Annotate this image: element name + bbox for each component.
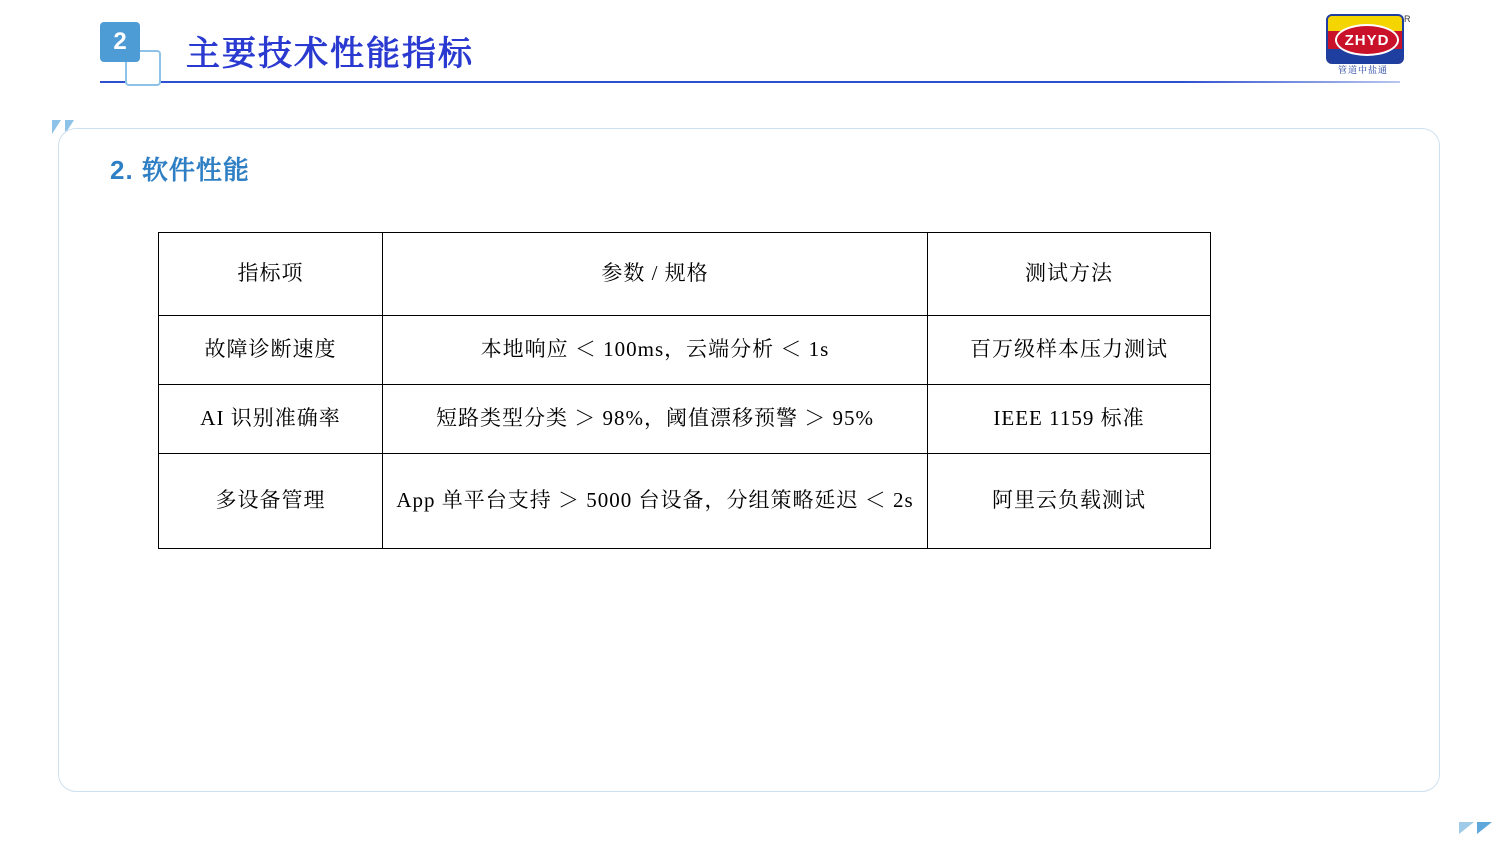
table-row bbox=[159, 385, 1211, 454]
column-header-item: 指标项 bbox=[159, 233, 383, 316]
software-performance-table bbox=[158, 232, 1211, 549]
cell-item: AI 识别准确率 bbox=[159, 385, 383, 454]
cell-method: 阿里云负载测试 bbox=[928, 454, 1211, 549]
cell-method: 百万级样本压力测试 bbox=[928, 316, 1211, 385]
section-subtitle: 2. 软件性能 bbox=[110, 155, 250, 185]
company-logo bbox=[1326, 14, 1422, 80]
cell-spec: App 单平台支持 ＞ 5000 台设备，分组策略延迟 ＜ 2s bbox=[383, 454, 928, 549]
slide-header bbox=[0, 0, 1500, 100]
cell-method: IEEE 1159 标准 bbox=[928, 385, 1211, 454]
header-divider-fade bbox=[1180, 81, 1400, 83]
table-header-row bbox=[159, 233, 1211, 316]
registered-trademark-icon: R bbox=[1404, 14, 1411, 24]
column-header-method: 测试方法 bbox=[928, 233, 1211, 316]
cell-spec: 本地响应 ＜ 100ms，云端分析 ＜ 1s bbox=[383, 316, 928, 385]
logo-badge-icon bbox=[1326, 14, 1404, 64]
cell-spec: 短路类型分类 ＞ 98%，阈值漂移预警 ＞ 95% bbox=[383, 385, 928, 454]
table-row bbox=[159, 316, 1211, 385]
table-row bbox=[159, 454, 1211, 549]
bottom-right-accent-icon bbox=[1458, 822, 1492, 838]
cell-item: 故障诊断速度 bbox=[159, 316, 383, 385]
logo-wordmark: ZHYD bbox=[1335, 24, 1399, 56]
column-header-spec: 参数 / 规格 bbox=[383, 233, 928, 316]
page-title: 主要技术性能指标 bbox=[186, 35, 474, 73]
section-number-badge: 2 bbox=[100, 22, 140, 62]
cell-item: 多设备管理 bbox=[159, 454, 383, 549]
logo-subtext: 管道中盐通 bbox=[1337, 65, 1388, 75]
